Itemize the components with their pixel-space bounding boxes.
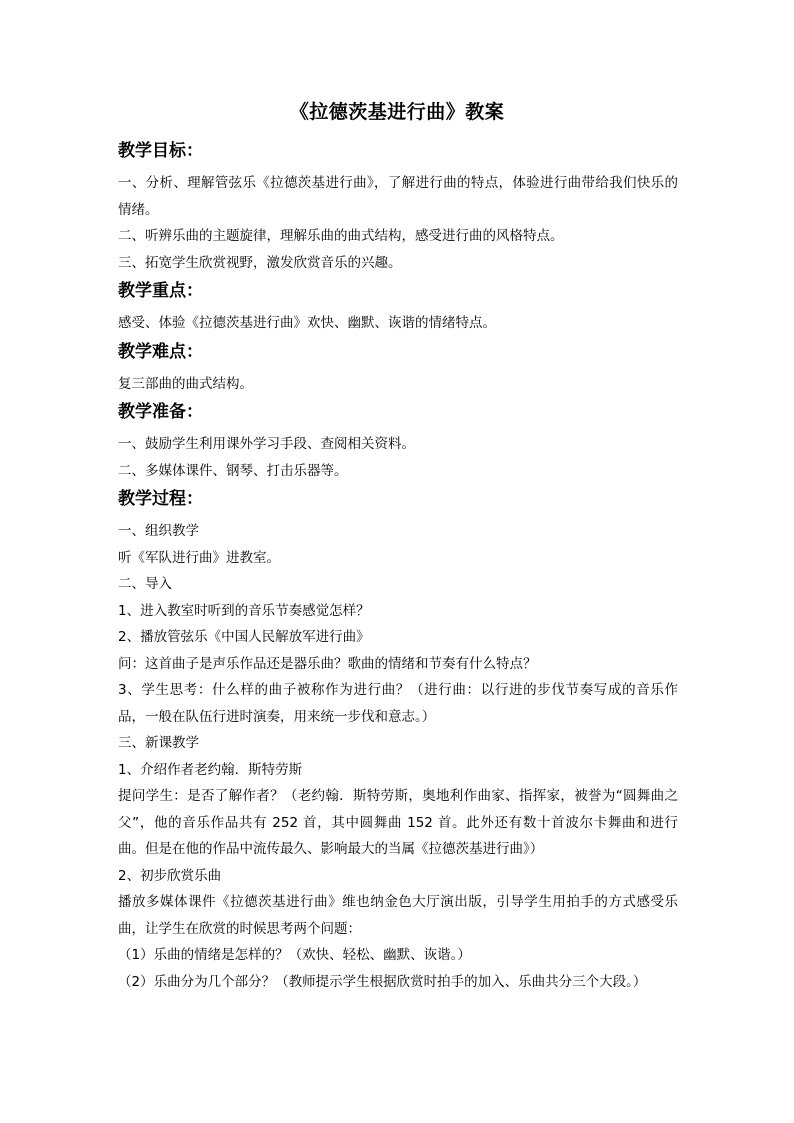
document-title: 《拉德茨基进行曲》教案 [289, 101, 505, 123]
process-item: 三、新课教学 [118, 735, 199, 751]
preparation-item: 二、多媒体课件、钢琴、打击乐器等。 [118, 462, 348, 479]
process-item: 1、介绍作者老约翰．斯特劳斯 [118, 761, 303, 778]
process-item: 听《军队进行曲》进教室。 [118, 549, 280, 566]
process-item: （1）乐曲的情绪是怎样的？（欢快、轻松、幽默、诙谐。） [118, 947, 471, 963]
objectives-item: 三、拓宽学生欣赏视野，激发欣赏音乐的兴趣。 [118, 254, 402, 271]
process-item: 2、初步欣赏乐曲 [118, 867, 222, 884]
difficulties-item: 复三部曲的曲式结构。 [118, 375, 253, 392]
process-item: 2、播放管弦乐《中国人民解放军进行曲》 [118, 629, 370, 645]
process-item: 二、导入 [118, 576, 172, 592]
document-body [118, 136, 678, 995]
difficulties-heading: 教学难点： [118, 341, 203, 362]
process-item: 提问学生：是否了解作者？（老约翰．斯特劳斯，奥地利作曲家、指挥家，被誉为“圆舞曲之父”，他的音乐作品共有 252 首，其中圆舞曲 152 首。此外还有数十首波尔卡舞曲和进行曲。但是在他的作品中流传最久、影响最大的当属《拉德茨基进行曲》） [118, 788, 678, 857]
process-heading: 教学过程： [118, 489, 203, 509]
process-item: （2）乐曲分为几个部分？（教师提示学生根据欣赏时拍手的加入、乐曲共分三个大段。） [118, 973, 647, 990]
process-item: 1、进入教室时听到的音乐节奏感觉怎样？ [118, 602, 370, 619]
key-points-heading: 教学重点： [118, 281, 203, 301]
key-points-item: 感受、体验《拉德茨基进行曲》欢快、幽默、诙谐的情绪特点。 [118, 315, 496, 331]
objectives-item: 二、听辨乐曲的主题旋律，理解乐曲的曲式结构，感受进行曲的风格特点。 [118, 228, 564, 244]
process-item: 问：这首曲子是声乐作品还是器乐曲？歌曲的情绪和节奏有什么特点？ [118, 655, 537, 672]
objectives-heading: 教学目标： [118, 141, 203, 161]
preparation-item: 一、鼓励学生利用课外学习手段、查阅相关资料。 [118, 436, 415, 452]
process-item: 播放多媒体课件《拉德茨基进行曲》维也纳金色大厅演出版，引导学生用拍手的方式感受乐曲，让学生在欣赏的时候思考两个问题： [118, 894, 678, 937]
process-item: 3、学生思考：什么样的曲子被称作为进行曲？（进行曲：以行进的步伐节奏写成的音乐作品，一般在队伍行进时演奏，用来统一步伐和意志。） [118, 682, 678, 725]
objectives-item: 一、分析、理解管弦乐《拉德茨基进行曲》，了解进行曲的特点，体验进行曲带给我们快乐的情绪。 [118, 175, 678, 218]
process-item: 一、组织教学 [118, 523, 199, 539]
preparation-heading: 教学准备： [118, 402, 203, 422]
